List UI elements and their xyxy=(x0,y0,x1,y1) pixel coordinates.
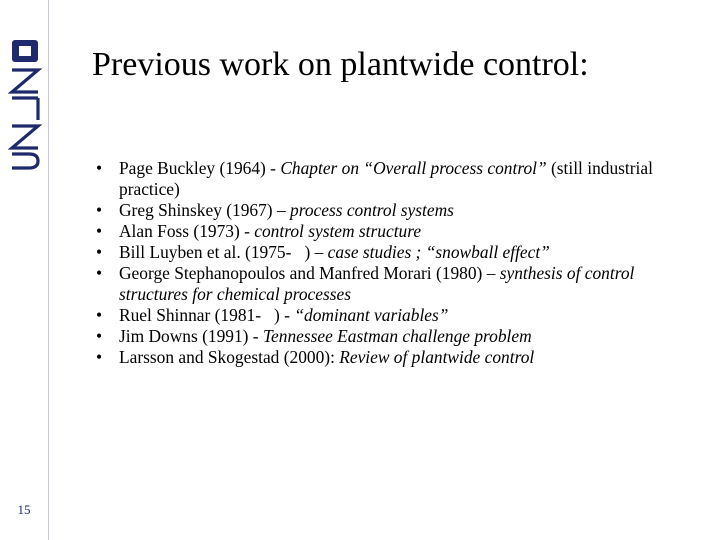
bullet-list xyxy=(96,158,686,368)
bullet-description: control system structure xyxy=(254,221,422,241)
bullet-author: Ruel Shinnar (1981- ) - xyxy=(119,305,295,325)
bullet-author: Alan Foss (1973) - xyxy=(119,221,255,241)
page-number: 15 xyxy=(17,502,31,517)
bullet-icon: • xyxy=(96,263,103,283)
list-item xyxy=(96,305,686,326)
bullet-icon: • xyxy=(96,158,103,178)
bullet-icon: • xyxy=(96,326,103,346)
bullet-description: Review of plantwide control xyxy=(339,347,535,367)
bullet-icon: • xyxy=(96,200,103,220)
sidebar xyxy=(0,0,49,540)
bullet-icon: • xyxy=(96,242,103,262)
bullet-note: (still industrial practice) xyxy=(119,158,653,199)
bullet-description: synthesis of control structures for chemical processes xyxy=(119,263,635,304)
bullet-description: process control systems xyxy=(290,200,454,220)
bullet-description: Chapter on “Overall process control” xyxy=(280,158,551,178)
bullet-description: case studies ; “snowball effect” xyxy=(327,242,550,262)
bullet-author: Greg Shinskey (1967) – xyxy=(119,200,290,220)
list-item xyxy=(96,347,686,368)
list-item xyxy=(96,263,686,305)
bullet-icon: • xyxy=(96,221,103,241)
list-item xyxy=(96,326,686,347)
list-item xyxy=(96,242,686,263)
slide-title: Previous work on plantwide control: xyxy=(92,46,589,83)
ntnu-logo-icon xyxy=(8,38,42,172)
list-item xyxy=(96,200,686,221)
bullet-description: “dominant variables” xyxy=(294,305,449,325)
bullet-description: Tennessee Eastman challenge problem xyxy=(262,326,532,346)
bullet-author: Bill Luyben et al. (1975- ) – xyxy=(119,242,328,262)
bullet-author: George Stephanopoulos and Manfred Morari (1980) – xyxy=(119,263,500,283)
bullet-author: Jim Downs (1991) - xyxy=(119,326,263,346)
bullet-icon: • xyxy=(96,347,103,367)
bullet-author: Page Buckley (1964) - xyxy=(119,158,281,178)
bullet-author: Larsson and Skogestad (2000): xyxy=(119,347,340,367)
list-item xyxy=(96,221,686,242)
bullet-icon: • xyxy=(96,305,103,325)
list-item xyxy=(96,158,686,200)
